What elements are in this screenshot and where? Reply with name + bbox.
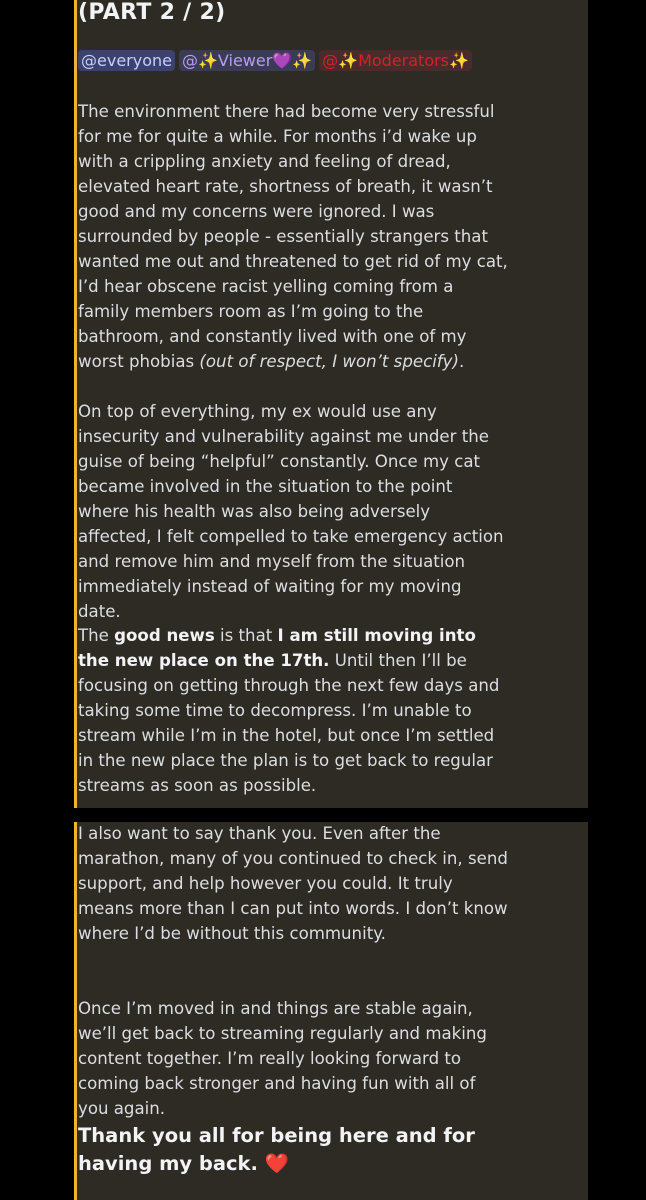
- paragraph-once-moved: Once I’m moved in and things are stable again, we’ll get back to streaming regularly and making content together. I’m really looking forward to coming back stronger and having fun with all of you again.: [78, 999, 487, 1118]
- highlight-accent-bar: [74, 0, 77, 808]
- mention-viewer-role[interactable]: @✨Viewer💜✨: [179, 50, 315, 71]
- message-heading: (PART 2 / 2): [78, 0, 226, 25]
- paragraph-thank-you: I also want to say thank you. Even after the marathon, many of you continued to check in, send support, and help however you could. It truly means more than I can put into words. I don’t know where I’d be without this community.: [78, 824, 508, 943]
- closing-line: Thank you all for being here and for having my back. ❤️: [78, 1124, 475, 1175]
- mention-moderators-role[interactable]: @✨Moderators✨: [319, 50, 472, 71]
- paragraph-good-news: The good news is that I am still moving into the new place on the 17th. Until then I’ll be focusing on getting through the next few days and taking some time to decompress. I’m unable to stream while I’m in the hotel, but once I’m settled in the new place the plan is to get back to regular streams as soon as possible.: [78, 626, 500, 795]
- red-heart-icon: ❤️: [264, 1152, 290, 1175]
- mention-everyone[interactable]: @everyone: [78, 50, 175, 71]
- highlight-accent-bar: [74, 822, 77, 1200]
- paragraph-ex: On top of everything, my ex would use any insecurity and vulnerability against me under the guise of being “helpful” constantly. Once my cat became involved in the situation to the point where his health was also being adversely affected, I felt compelled to take emergency action and remove him and myself from the situation immediately instead of waiting for my moving date.: [78, 402, 504, 621]
- mention-row: [78, 47, 476, 73]
- paragraph-environment: The environment there had become very stressful for me for quite a while. For months i’d wake up with a crippling anxiety and feeling of dread, elevated heart rate, shortness of breath, it wasn’t good and my concerns were ignored. I was surrounded by people - essentially strangers that wanted me out and threatened to get rid of my cat, I’d hear obscene racist yelling coming from a family members room as I’m going to the bathroom, and constantly lived with one of my worst phobias (out of respect, I won’t specify).: [78, 102, 508, 371]
